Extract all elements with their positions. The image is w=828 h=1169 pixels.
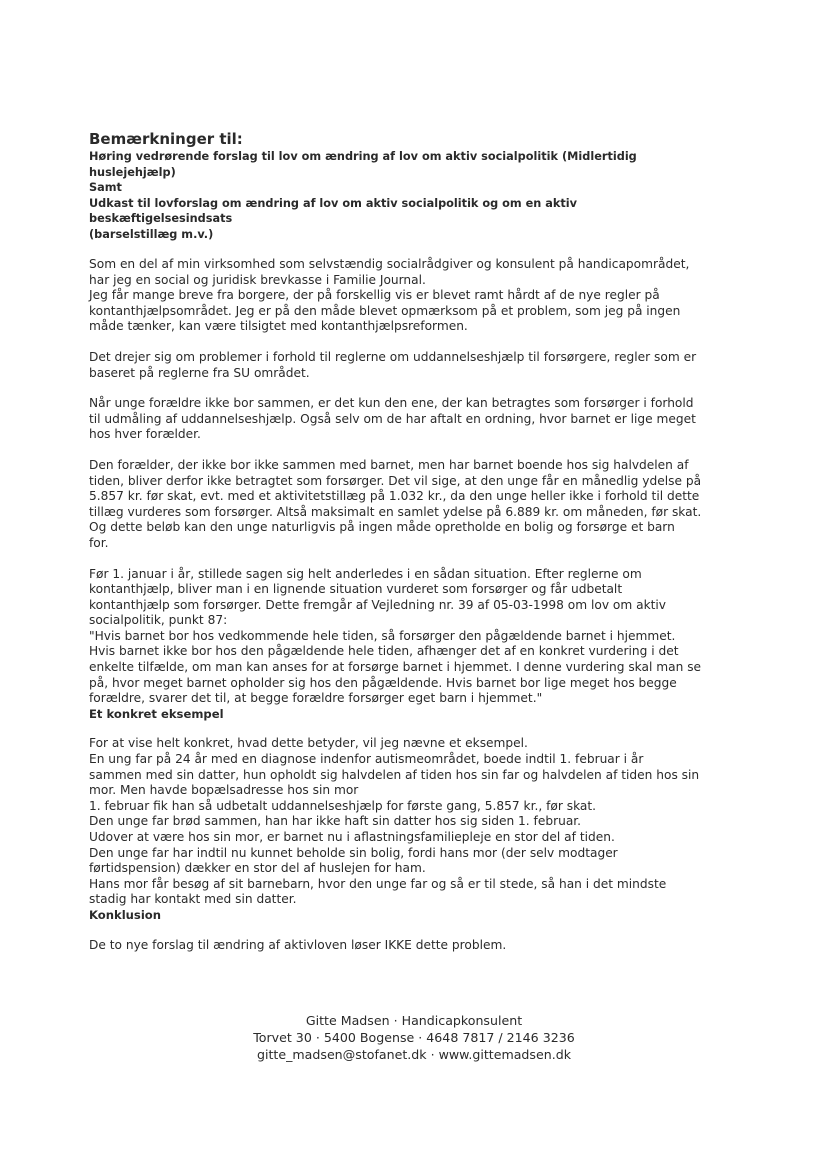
letter-footer [0, 1012, 828, 1063]
text-line: Og dette beløb kan den unge naturligvis på ingen måde opretholde en bolig og forsørge et barn [89, 520, 675, 535]
text-line: har jeg en social og juridisk brevkasse i Familie Journal. [89, 272, 426, 287]
text-line: stadig har kontakt med sin datter. [89, 892, 297, 907]
text-line: måde tænker, kan være tilsigtet med kontanthjælpsreformen. [89, 319, 468, 334]
text-line: Hvis barnet ikke bor hos den pågældende hele tiden, afhænger det af en konkret vurdering i det [89, 644, 679, 659]
paragraph-before-january [89, 567, 719, 707]
text-line: En ung far på 24 år med en diagnose indenfor autismeområdet, boede indtil 1. februar i år [89, 752, 644, 767]
text-line: sammen med sin datter, hun opholdt sig halvdelen af tiden hos sin far og halvdelen af tiden hos sin [89, 767, 700, 782]
footer-name: Gitte Madsen · Handicapkonsulent [305, 1013, 523, 1028]
subject-line: Samt [89, 181, 122, 194]
text-line: for. [89, 535, 109, 550]
letter-body [89, 130, 719, 953]
text-line: Den unge far brød sammen, han har ikke haft sin datter hos sig siden 1. februar. [89, 814, 582, 829]
text-line: tiden, bliver derfor ikke betragtet som forsørger. Det vil sige, at den unge får en månedlig ydelse på [89, 473, 702, 488]
subject-line: (barselstillæg m.v.) [89, 227, 214, 241]
text-line: på, hvor meget barnet opholder sig hos den pågældende. Hvis barnet bor lige meget hos begge [89, 675, 677, 690]
subject-line: Høring vedrørende forslag til lov om ændring af lov om aktiv socialpolitik (Midlertidig huslejehjælp) [89, 150, 637, 179]
text-line: Før 1. januar i år, stillede sagen sig helt anderledes i en sådan situation. Efter reglerne om [89, 566, 642, 581]
text-line: For at vise helt konkret, hvad dette betyder, vil jeg nævne et eksempel. [89, 736, 528, 751]
text-line: kontanthjælp, bliver man i en lignende situation vurderet som forsørger og får udbetalt [89, 582, 623, 597]
text-line: Udover at være hos sin mor, er barnet nu i aflastningsfamiliepleje en stor del af tiden. [89, 830, 615, 844]
text-line: 1. februar fik han så udbetalt uddannelseshjælp for første gang, 5.857 kr., før skat. [89, 798, 597, 813]
conclusion-text: De to nye forslag til ændring af aktivloven løser IKKE dette problem. [89, 937, 507, 952]
text-line: Den forælder, der ikke bor ikke sammen med barnet, men har barnet boende hos sig halvdelen af [89, 457, 689, 472]
paragraph-amounts [89, 458, 719, 552]
section-heading-example: Et konkret eksempel [89, 706, 224, 721]
letter-title: Bemærkninger til: [89, 130, 243, 148]
text-line: 5.857 kr. før skat, evt. med et aktivitetstillæg på 1.032 kr., da den unge heller ikke i forhold til dette [89, 489, 700, 504]
text-line: hos hver forælder. [89, 427, 201, 442]
text-line: baseret på reglerne fra SU området. [89, 365, 310, 380]
paragraph-intro [89, 257, 719, 335]
paragraph-example [89, 736, 719, 908]
footer-address: Torvet 30 · 5400 Bogense · 4648 7817 / 2146 3236 [253, 1030, 575, 1045]
footer-contact: gitte_madsen@stofanet.dk · www.gittemadsen.dk [256, 1047, 572, 1062]
section-heading-conclusion: Konklusion [89, 907, 162, 922]
text-line: enkelte tilfælde, om man kan anses for at forsørge barnet i hjemmet. I denne vurdering skal man se [89, 660, 702, 675]
text-line: Jeg får mange breve fra borgere, der på forskellig vis er blevet ramt hårdt af de nye regler på [89, 288, 660, 303]
text-line: til udmåling af uddannelseshjælp. Også selv om de har aftalt en ordning, hvor barnet er lige meget [89, 411, 696, 426]
paragraph-problem [89, 350, 719, 381]
text-line: førtidspension) dækker en stor del af huslejen for ham. [89, 861, 426, 876]
text-line: Hans mor får besøg af sit barnebarn, hvor den unge far og så er til stede, så han i det mindste [89, 876, 667, 891]
text-line: kontanthjælpsområdet. Jeg er på den måde blevet opmærksom på et problem, som jeg på ingen [89, 303, 681, 318]
text-line: Den unge far har indtil nu kunnet beholde sin bolig, fordi hans mor (der selv modtager [89, 845, 618, 860]
text-line: kontanthjælp som forsørger. Dette fremgår af Vejledning nr. 39 af 05-03-1998 om lov om aktiv [89, 597, 667, 612]
text-line: mor. Men havde bopælsadresse hos sin mor [89, 783, 359, 798]
subject-line: Udkast til lovforslag om ændring af lov om aktiv socialpolitik og om en aktiv beskæftigelsesindsats [89, 196, 578, 225]
text-line: Det drejer sig om problemer i forhold til reglerne om uddannelseshjælp til forsørgere, regler som er [89, 349, 697, 364]
paragraph-parents [89, 396, 719, 443]
text-line: socialpolitik, punkt 87: [89, 613, 228, 628]
text-line: forældre, svarer det til, at begge forældre forsørger eget barn i hjemmet." [89, 691, 543, 706]
text-line: tillæg vurderes som forsørger. Altså maksimalt en samlet ydelse på 6.889 kr. om måneden, før skat. [89, 504, 702, 519]
text-line: Som en del af min virksomhed som selvstændig socialrådgiver og konsulent på handicapområdet, [89, 257, 690, 271]
text-line: Når unge forældre ikke bor sammen, er det kun den ene, der kan betragtes som forsørger i forhold [89, 396, 694, 411]
text-line: "Hvis barnet bor hos vedkommende hele tiden, så forsørger den pågældende barnet i hjemmet. [89, 628, 676, 643]
